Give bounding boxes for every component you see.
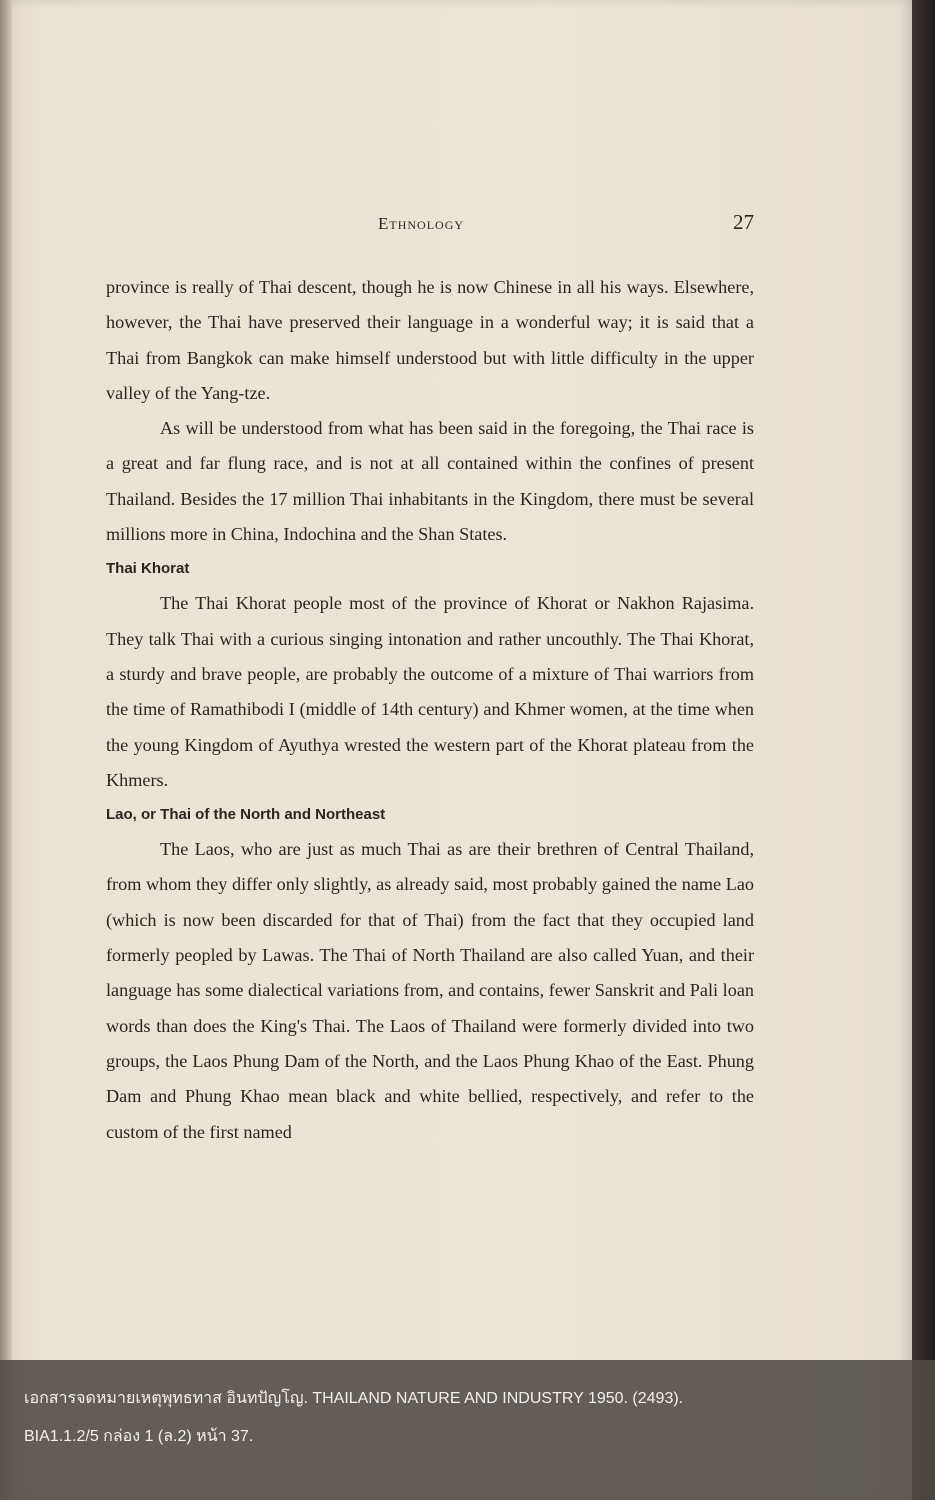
caption-line-2: BIA1.1.2/5 กล่อง 1 (ล.2) หน้า 37. [24,1428,254,1445]
paragraph: As will be understood from what has been said in the foregoing, the Thai race is a great and far flung race, and is not at all contained within the confines of present Thailand. Besides the 17 million Thai inhabitants in the Kingdom, there must be several millions more in China, Indochina and the Shan States. [106,418,754,545]
scan-background-edge [912,0,935,1500]
section-heading: Thai Khorat [106,560,190,578]
section-paragraph: The Thai Khorat people most of the province of Khorat or Nakhon Rajasima. They talk Thai with a curious singing intonation and rather uncouthly. The Thai Khorat, a sturdy and brave people, are probably the outcome of a mixture of Thai warriors from the time of Ramathibodi I (middle of 14th century) and Khmer women, at the time when the young Kingdom of Ayuthya wrested the western part of the Khorat plateau from the Khmers. [106,593,754,790]
section-paragraph: The Laos, who are just as much Thai as are their brethren of Central Thailand, from whom they differ only slightly, as already said, most probably gained the name Lao (which is now been discarded for that of Thai) from the fact that they occupied land formerly peopled by Lawas. The Thai of North Thailand are also called Yuan, and their language has some dialectical variations from, and contains, fewer Sanskrit and Pali loan words than does the King's Thai. The Laos of Thailand were formerly divided into two groups, the Laos Phung Dam of the North, and the Laos Phung Khao of the East. Phung Dam and Phung Khao mean black and white bellied, respectively, and refer to the custom of the first named [106,839,754,1142]
running-head [108,210,758,240]
paragraph: province is really of Thai descent, though he is now Chinese in all his ways. Elsewhere, however, the Thai have preserved their language in a wonderful way; it is said that a Thai from Bangkok can make himself understood but with little difficulty in the upper valley of the Yang-tze. [106,277,754,403]
section-heading: Lao, or Thai of the North and Northeast [106,806,386,824]
archive-caption [0,1360,935,1500]
running-title: Ethnology [378,214,465,233]
page-number: 27 [733,210,754,234]
body-text [106,270,754,1150]
caption-line-1: เอกสารจดหมายเหตุพุทธทาส อินทปัญโญ. THAILAND NATURE AND INDUSTRY 1950. (2493). [24,1390,684,1407]
binding-shadow [0,0,12,1500]
